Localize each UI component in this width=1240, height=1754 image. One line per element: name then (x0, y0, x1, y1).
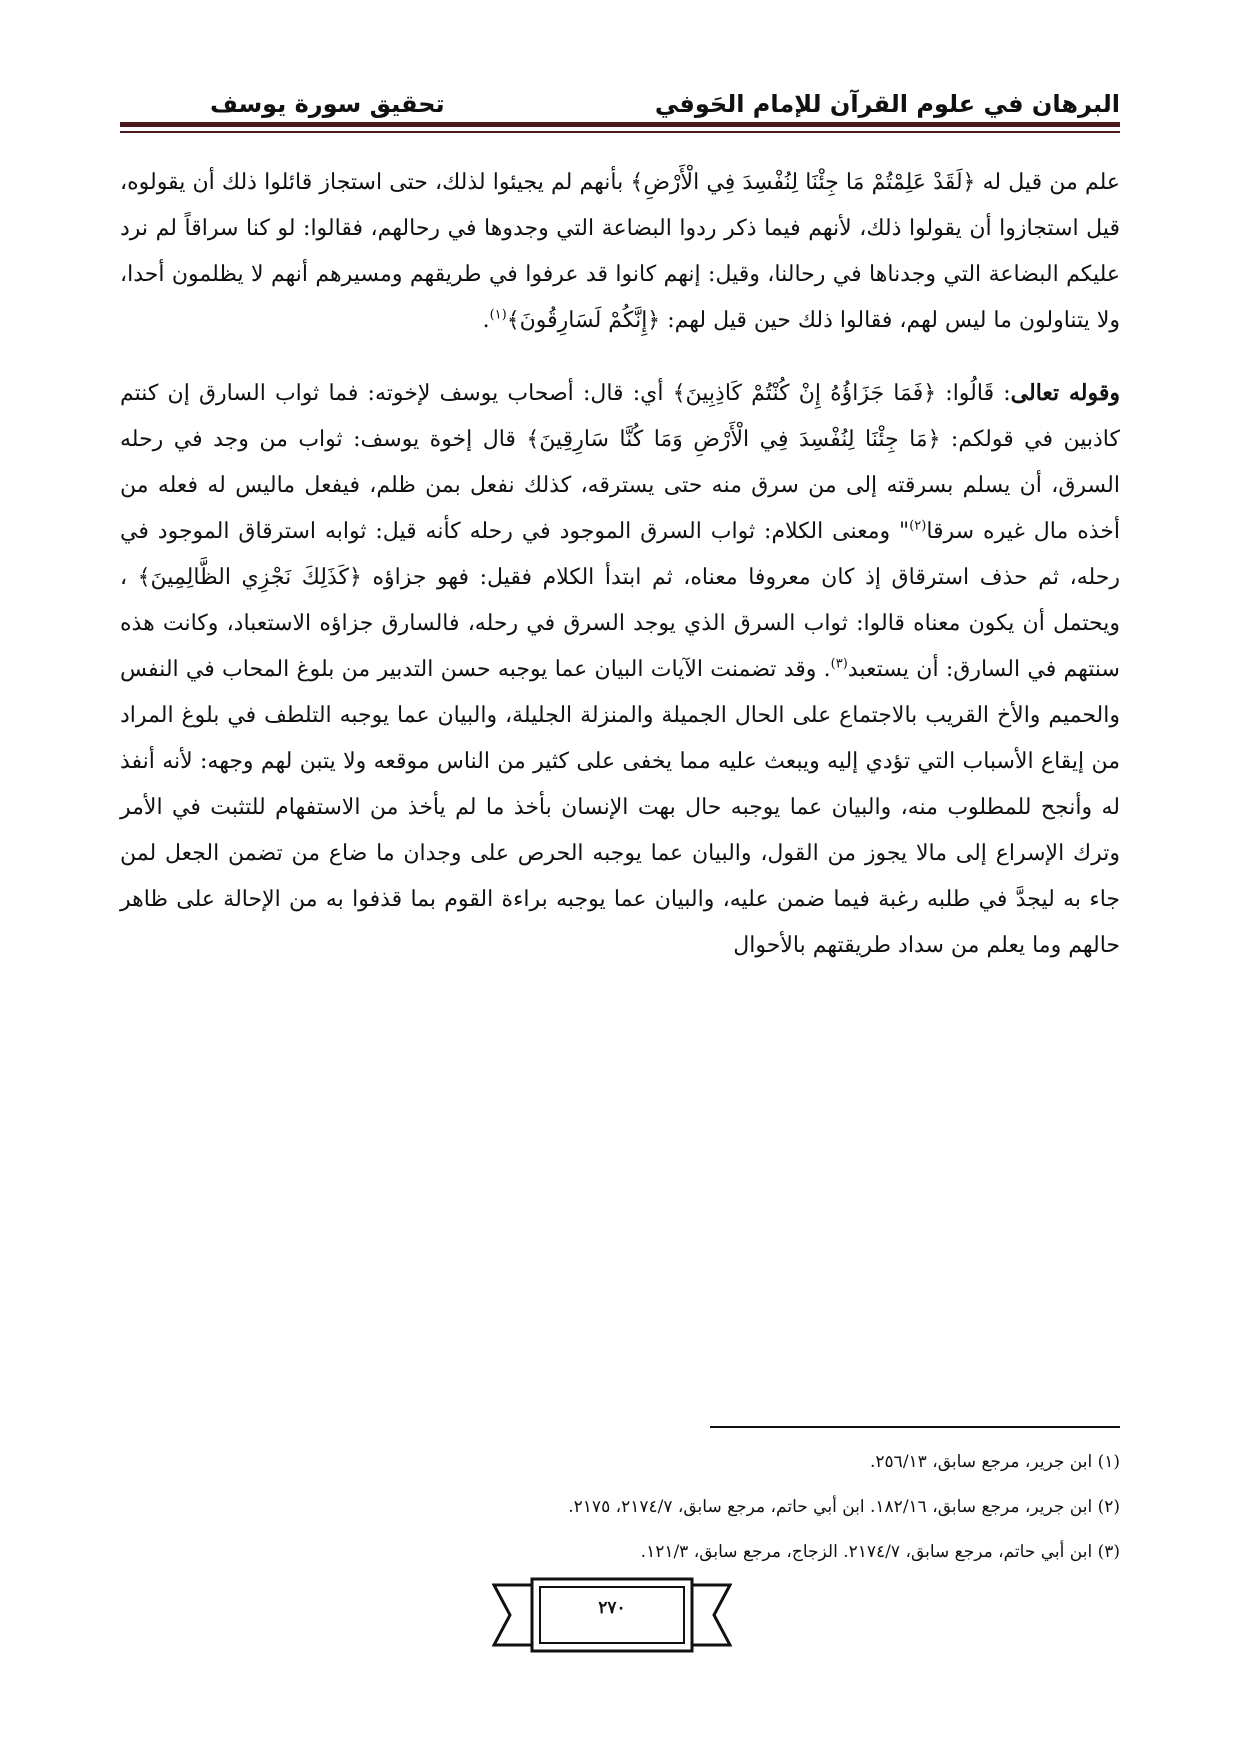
paragraph-1-end: . (482, 308, 490, 333)
footnotes (120, 1440, 1120, 1575)
footnote-1: (١) ابن جرير، مرجع سابق، ٢٥٦/١٣. (870, 1452, 1120, 1472)
footnote-ref-1: (١) (489, 307, 507, 323)
footnote-3: (٣) ابن أبي حاتم، مرجع سابق، ٢١٧٤/٧. الزجاج، مرجع سابق، ١٢١/٣. (640, 1542, 1120, 1562)
section-title: تحقيق سورة يوسف (210, 90, 445, 118)
header-rule-thin (120, 131, 1120, 133)
paragraph-2-lead: وقوله تعالى (1010, 380, 1120, 406)
header-rule-thick (120, 122, 1120, 127)
paragraph-2-part-3: . وقد تضمنت الآيات البيان عما يوجبه حسن التدبير من بلوغ المحاب في النفس والحميم والأخ القريب بالاجتماع على الحال الجميلة والمنزلة الجليلة، والبيان عما يوجبه التلطف في بلوغ المراد من إيقاع الأسباب التي تؤدي إليه ويبعث عليه مما يخفى على كثير من الناس موقعه ولا يتبن لهم وجهه: لأنه أنفذ له وأنجح للمطلوب منه، والبيان عما يوجبه حال بهت الإنسان بأخذ ما لم يأخذ من الاستفهام للتثبت في الأمر وترك الإسراع إلى مالا يجوز من القول، والبيان عما يوجبه الحرص على وجدان ما ضاع من تضمن الجعل لمن جاء به ليجدَّ في طلبه رغبة فيما ضمن عليه، والبيان عما يوجبه براءة القوم بما قذفوا به من الإحالة على ظاهر حالهم وما يعلم من سداد طريقتهم بالأحوال (120, 657, 1120, 958)
running-header (120, 72, 1120, 118)
page-number: ٢٧٠ (598, 1598, 626, 1618)
footnote-ref-3: (٣) (830, 656, 848, 672)
body-text (120, 160, 1120, 969)
paragraph-1-text: علم من قيل له ﴿لَقَدْ عَلِمْتُمْ مَا جِئْنَا لِنُفْسِدَ فِي الْأَرْضِ﴾ بأنهم لم يجيئوا لذلك، حتى استجاز قائلوا ذلك أن يقولوه، قيل استجازوا أن يقولوا ذلك، لأنهم فيما ذكر ردوا البضاعة التي وجدوها في رحالهم، فقالوا: لو كنا سراقاً لم نرد عليكم البضاعة التي وجدناها في رحالنا، وقيل: إنهم كانوا قد عرفوا في طريقهم ومسيرهم أنهم لا يظلمون أحدا، ولا يتناولون ما ليس لهم، فقالوا ذلك حين قيل لهم: ﴿إِنَّكُمْ لَسَارِقُونَ﴾ (120, 170, 1120, 333)
paragraph-1 (120, 160, 1120, 344)
book-title: البرهان في علوم القرآن للإمام الحَوفي (654, 90, 1120, 118)
paragraph-2-part-2: " ومعنى الكلام: ثواب السرق الموجود في رحله كأنه قيل: ثوابه استرقاق الموجود في رحله، ثم حذف استرقاق إذ كان معروفا معناه، ثم ابتدأ الكلام فقيل: فهو جزاؤه ﴿كَذَلِكَ نَجْزِي الظَّالِمِينَ﴾ ، ويحتمل أن يكون معناه قالوا: ثواب السرق الذي يوجد السرق في رحله، فالسارق جزاؤه الاستعباد، وكانت هذه سنتهم في السارق: أن يستعبد (120, 519, 1120, 682)
footnote-ref-2: (٢) (909, 518, 927, 534)
paragraph-2 (120, 370, 1120, 969)
paragraph-2-part-1: : قَالُوا: ﴿فَمَا جَزَاؤُهُ إِنْ كُنْتُمْ كَاذِبِينَ﴾ أي: قال: أصحاب يوسف لإخوته: فما ثواب السارق إن كنتم كاذبين في قولكم: ﴿مَا جِئْنَا لِنُفْسِدَ فِي الْأَرْضِ وَمَا كُنَّا سَارِقِينَ﴾ قال إخوة يوسف: ثواب من وجد في رحله السرق، أن يسلم بسرقته إلى من سرق منه حتى يسترقه، كذلك نفعل بمن ظلم، فيفعل ماليس له فعله من أخذه مال غيره سرقا (120, 381, 1120, 544)
footnote-separator (710, 1426, 1120, 1428)
footnote-2: (٢) ابن جرير، مرجع سابق، ١٨٢/١٦. ابن أبي حاتم، مرجع سابق، ٢١٧٤/٧، ٢١٧٥. (568, 1497, 1120, 1517)
